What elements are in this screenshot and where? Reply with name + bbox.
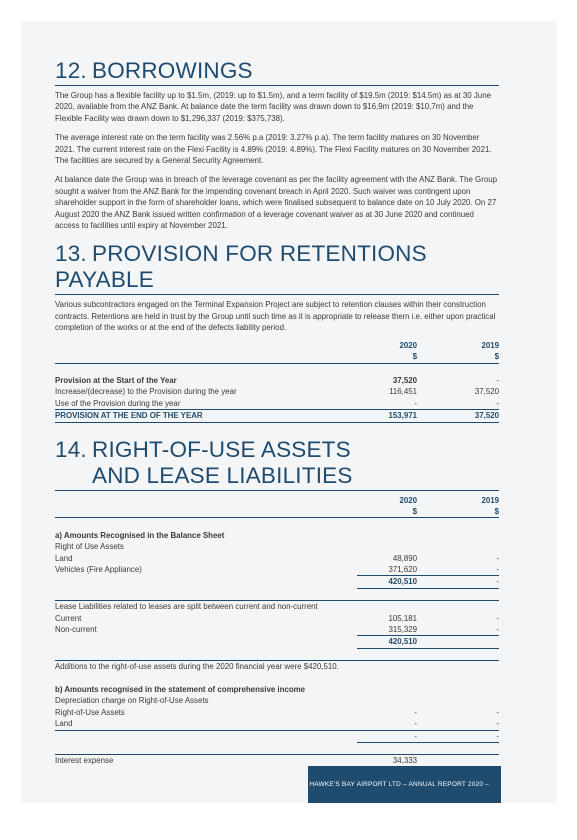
table-row bbox=[55, 375, 499, 386]
table-row bbox=[55, 398, 499, 410]
interest-value-2020: 34,333 bbox=[357, 755, 417, 767]
row-value-2019: - bbox=[496, 707, 499, 717]
rou-heading: Right of Use Assets bbox=[55, 542, 124, 552]
row-value-2019: - bbox=[496, 564, 499, 574]
rou-heading-row bbox=[55, 541, 499, 552]
depreciation-heading: Depreciation charge on Right-of-Use Assets bbox=[55, 696, 209, 706]
page-content bbox=[55, 58, 499, 767]
section-12-heading bbox=[55, 58, 499, 86]
row-label: Increase/(decrease) to the Provision during the year bbox=[55, 387, 237, 397]
row-value-2019: - bbox=[496, 613, 499, 623]
interest-label: Interest expense bbox=[55, 755, 357, 767]
subsection-b-heading-row bbox=[55, 684, 499, 695]
row-label: Land bbox=[55, 719, 73, 729]
lease-total-2019 bbox=[417, 636, 499, 648]
row-value-2020: 116,451 bbox=[389, 387, 417, 397]
lease-note-row bbox=[55, 601, 499, 613]
table-row bbox=[55, 613, 499, 624]
retentions-col-2020: 2020 bbox=[399, 340, 417, 350]
lease-total-row bbox=[55, 636, 499, 648]
row-label: Non-current bbox=[55, 625, 97, 635]
depreciation-total-row bbox=[55, 730, 499, 742]
rou-total-row bbox=[55, 576, 499, 588]
rou-col-2019: 2019 bbox=[481, 495, 499, 505]
rou-unit-2019: $ bbox=[417, 506, 499, 518]
total-value-2019: 37,520 bbox=[417, 410, 499, 422]
section-14-title-line-1: RIGHT-OF-USE ASSETS bbox=[92, 436, 351, 462]
row-value-2019: 37,520 bbox=[474, 387, 499, 397]
depreciation-total-2020: - bbox=[357, 730, 417, 742]
interest-row bbox=[55, 755, 499, 767]
row-label: Right-of-Use Assets bbox=[55, 707, 125, 717]
row-value-2020: - bbox=[414, 398, 417, 408]
total-label: PROVISION AT THE END OF THE YEAR bbox=[55, 410, 357, 422]
row-value-2020: - bbox=[414, 707, 417, 717]
subsection-a-heading-row bbox=[55, 530, 499, 541]
lease-note: Lease Liabilities related to leases are split between current and non-current bbox=[55, 601, 357, 613]
row-value-2019: - bbox=[496, 375, 499, 385]
section-12-number: 12. bbox=[55, 58, 87, 83]
borrowings-paragraph-1: The Group has a flexible facility up to $1.5m, (2019: up to $1.5m), and a term facility of $19.5m (2019: $14.5m) as at 30 June 2020, available from the ANZ Bank. At balance date the term facility was drawn down to $16,9m (2019: $10,7m) and the Flexible Facility was drawn down to $1,296,337 (2019: $375,738). bbox=[55, 91, 491, 123]
additions-row bbox=[55, 661, 499, 673]
page-footer: HAWKE'S BAY AIRPORT LTD – ANNUAL REPORT 2020 – 49 bbox=[308, 766, 501, 803]
section-12-title: BORROWINGS bbox=[92, 58, 253, 83]
row-label: Provision at the Start of the Year bbox=[55, 375, 177, 385]
retentions-unit-2019: $ bbox=[417, 351, 499, 363]
retentions-unit-header bbox=[55, 351, 499, 363]
right-of-use-table bbox=[55, 495, 499, 767]
total-value-2020: 153,971 bbox=[357, 410, 417, 422]
section-14-number: 14. bbox=[55, 436, 87, 462]
row-label: Current bbox=[55, 613, 82, 623]
section-14-title-line-2: AND LEASE LIABILITIES bbox=[92, 462, 353, 488]
section-13-number: 13. bbox=[55, 241, 87, 267]
row-value-2020: 315,329 bbox=[388, 624, 417, 634]
section-14-title-line-2-wrap bbox=[55, 463, 499, 491]
rou-unit-2020: $ bbox=[357, 506, 417, 518]
table-row bbox=[55, 624, 499, 636]
row-value-2020: 48,890 bbox=[392, 553, 417, 563]
row-value-2020: 105,181 bbox=[388, 613, 417, 623]
row-label: Land bbox=[55, 553, 73, 563]
retentions-unit-2020: $ bbox=[357, 351, 417, 363]
lease-total-2020: 420,510 bbox=[357, 636, 417, 648]
row-label: Vehicles (Fire Appliance) bbox=[55, 565, 142, 575]
retentions-paragraph: Various subcontractors engaged on the Terminal Expansion Project are subject to retention clauses within their construction contracts. Retentions are held in trust by the Group until such time as it is appropriate to release them i.e. either upon practical completion of the works or at the end of the defects liability period. bbox=[55, 300, 496, 333]
retentions-table bbox=[55, 340, 499, 423]
rou-total-2019: - bbox=[417, 576, 499, 588]
row-value-2019: - bbox=[496, 719, 499, 729]
additions-note: Additions to the right-of-use assets during the 2020 financial year were $420,510. bbox=[55, 661, 499, 673]
table-row bbox=[55, 718, 499, 730]
table-row bbox=[55, 707, 499, 718]
rou-unit-header bbox=[55, 506, 499, 518]
section-14-heading bbox=[55, 437, 499, 463]
row-value-2019: - bbox=[496, 624, 499, 634]
table-row bbox=[55, 386, 499, 397]
row-value-2020: 37,520 bbox=[392, 375, 417, 385]
retentions-total-row bbox=[55, 410, 499, 422]
rou-year-header bbox=[55, 495, 499, 506]
row-label: Use of the Provision during the year bbox=[55, 398, 181, 408]
table-row bbox=[55, 564, 499, 576]
section-13-heading bbox=[55, 241, 499, 295]
row-value-2019: - bbox=[496, 553, 499, 563]
depreciation-total-2019: - bbox=[417, 730, 499, 742]
row-value-2020: 371,620 bbox=[388, 564, 417, 574]
retentions-year-header bbox=[55, 340, 499, 351]
interest-value-2019 bbox=[417, 755, 499, 767]
rou-total-2020: 420,510 bbox=[357, 576, 417, 588]
depreciation-heading-row bbox=[55, 695, 499, 706]
subsection-a-heading: a) Amounts Recognised in the Balance Sheet bbox=[55, 530, 225, 540]
borrowings-paragraph-3: At balance date the Group was in breach of the leverage covenant as per the facility agreement with the ANZ Bank. The Group sought a waiver from the ANZ Bank for the impending covenant breach in April 2020. Such waiver was contingent upon shareholder support in the form of shareholder loans, which were finalised subsequent to balance date on 10 July 2020. On 27 August 2020 the ANZ Bank issued written confirmation of a leverage covenant waiver as at 30 June 2020 and continued access to facilities until expiry at November 2021. bbox=[55, 175, 497, 231]
table-row bbox=[55, 553, 499, 564]
subsection-b-heading: b) Amounts recognised in the statement of comprehensive income bbox=[55, 684, 306, 694]
row-value-2020: - bbox=[414, 719, 417, 729]
rou-col-2020: 2020 bbox=[399, 495, 417, 505]
retentions-col-2019: 2019 bbox=[481, 340, 499, 350]
borrowings-paragraph-2: The average interest rate on the term facility was 2.56% p.a (2019: 3.27% p.a). The term facility matures on 30 November 2021. The current interest rate on the Flexi Facility is 4.89% (2019: 4.89%). The Flexi Facility matures on 30 November 2021. The facilities are secured by a General Security Agreement. bbox=[55, 133, 492, 166]
row-value-2019: - bbox=[496, 398, 499, 408]
section-13-title: PROVISION FOR RETENTIONS PAYABLE bbox=[55, 241, 427, 293]
